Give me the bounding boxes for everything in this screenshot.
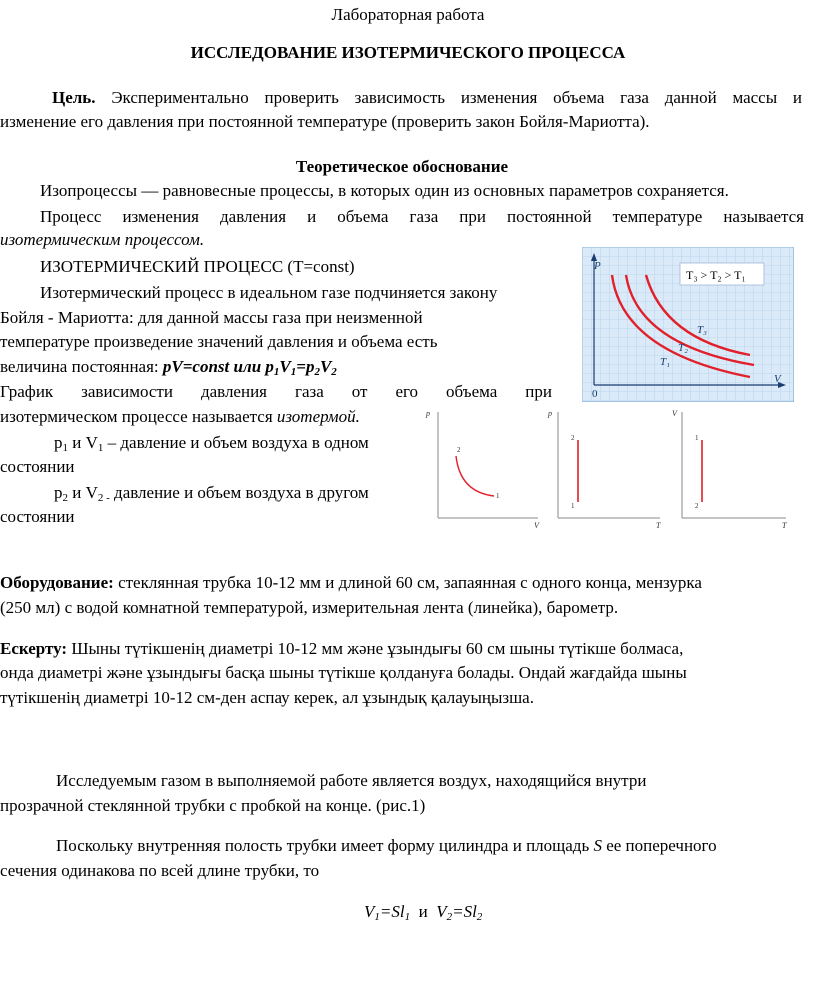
axis-v-label: V (774, 373, 781, 385)
goal-label: Цель. (52, 88, 96, 107)
origin-label: 0 (592, 388, 598, 400)
curve-label-t1: T₁ (660, 356, 670, 368)
isothermal-term: изотермическим процессом. (0, 230, 205, 249)
law-line-3: температуре произведение значений давления и объема есть (0, 332, 438, 351)
small-graph-pt (544, 406, 664, 530)
point-2-label: 2 (571, 434, 575, 442)
graph-line-2: изотермическом процессе называется изотермой. (0, 407, 360, 426)
point-2-label: 2 (695, 502, 699, 510)
equipment-label: Оборудование: (0, 573, 114, 592)
note-line-2: онда диаметрі және ұзындығы басқа шыны түтікше қолдануға болады. Ондай жағдайда шыны (0, 663, 687, 682)
law-line-4 (0, 356, 337, 380)
small-graph-pv (424, 406, 544, 530)
area-symbol: S (593, 836, 602, 855)
law-line-1: Изотермический процесс в идеальном газе подчиняется закону (40, 283, 498, 302)
lab-label: Лабораторная работа (331, 5, 485, 24)
x-axis-label: V (534, 521, 539, 530)
body-p1-line-1: Исследуемым газом в выполняемой работе является воздух, находящийся внутри (56, 771, 647, 790)
state-2-line-2: состоянии (0, 507, 75, 526)
y-axis-label: V (672, 409, 677, 418)
body-p2-line-1: Поскольку внутренняя полость трубки имеет форму цилиндра и площадь S ее поперечного (56, 836, 717, 855)
equipment-line-2: (250 мл) с водой комнатной температурой, измерительная лента (линейка), барометр. (0, 598, 619, 617)
isotherm-curve (456, 456, 494, 496)
body-p1-line-2: прозрачной стеклянной трубки с пробкой на конце. (рис.1) (0, 796, 426, 815)
curve-label-t3: T₃ (697, 324, 707, 336)
isotherm-term: изотермой. (276, 407, 360, 426)
state-1-line-2: состоянии (0, 457, 75, 476)
isotherm-figure (582, 247, 794, 402)
body-p2-line-2: сечения одинакова по всей длине трубки, то (0, 861, 320, 880)
graph-line-1: График зависимости давления газа от его объема при (0, 382, 552, 401)
temperature-legend: T₃ > T₂ > T₁ (686, 268, 746, 282)
goal-line-1 (0, 87, 802, 109)
point-2-label: 2 (457, 446, 461, 454)
law-formula-or: или (233, 357, 262, 376)
isothermal-heading: ИЗОТЕРМИЧЕСКИЙ ПРОЦЕСС (T=const) (40, 257, 355, 276)
goal-line-2: изменение его давления при постоянной температуре (проверить закон Бойля-Мариотта). (0, 112, 650, 131)
point-1-label: 1 (571, 502, 575, 510)
point-1-label: 1 (695, 434, 699, 442)
y-axis-label: p (426, 409, 430, 418)
note-label: Ескерту: (0, 639, 68, 658)
note-line-3: түтікшенің диаметрі 10-12 см-ден аспау керек, ал ұзындық қалауыңызша. (0, 688, 534, 707)
equipment-line-1: Оборудование: стеклянная трубка 10-12 мм и длиной 60 см, запаянная с одного конца, мензурка (0, 573, 702, 592)
small-graph-vt (668, 406, 790, 530)
axis-p-label: P (594, 260, 601, 272)
isoprocess-definition: Изопроцессы — равновесные процессы, в которых один из основных параметров сохраняется. (40, 181, 729, 200)
x-axis-label: T (656, 521, 661, 530)
goal-text: Экспериментально проверить зависимость изменения объема газа данной массы и (111, 88, 803, 107)
curve-label-t2: T₂ (678, 342, 688, 354)
law-line-2: Бойля - Мариотта: для данной массы газа при неизменной (0, 308, 423, 327)
state-1-line: p1 и V1 – давление и объем воздуха в одном (54, 433, 369, 454)
theory-heading: Теоретическое обоснование (295, 157, 509, 176)
law-formula-p1v1: p1V1=p2V2 (265, 357, 337, 378)
law-prefix: величина постоянная: (0, 357, 159, 376)
note-line-1: Ескерту: Шыны түтікшенің диаметрі 10-12 мм және ұзындығы 60 см шыны түтікше болмаса, (0, 639, 684, 658)
x-axis-label: T (782, 521, 787, 530)
page-title: ИССЛЕДОВАНИЕ ИЗОТЕРМИЧЕСКОГО ПРОЦЕССА (190, 43, 626, 62)
point-1-label: 1 (496, 492, 500, 500)
law-formula-pv: pV=const (162, 357, 230, 376)
y-axis-label: p (548, 409, 552, 418)
state-2-line: p2 и V2 - давление и объем воздуха в другом (54, 483, 369, 504)
volume-formula: V1=Sl1 и V2=Sl2 (364, 902, 483, 923)
isothermal-definition-line-1: Процесс изменения давления и объема газа при постоянной температуре называется (40, 207, 804, 226)
